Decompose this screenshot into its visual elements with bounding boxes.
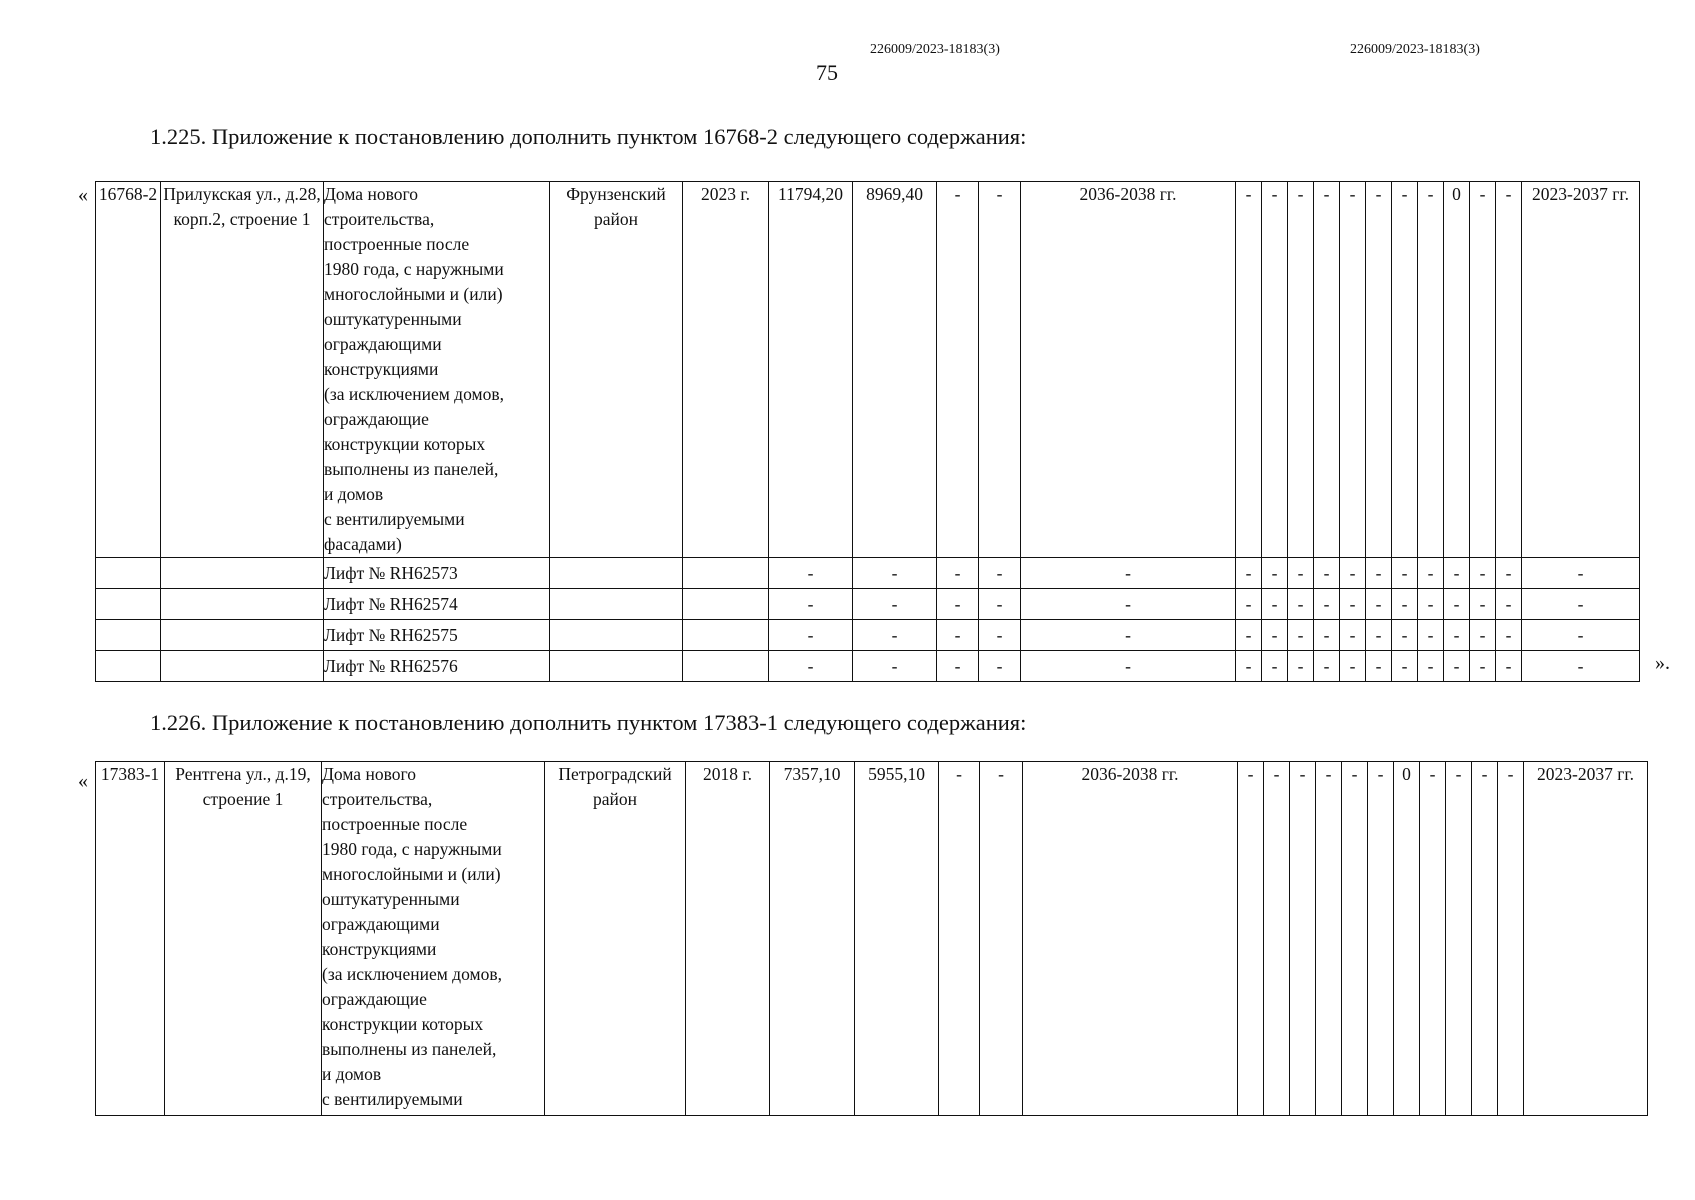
row-mark: -: [1392, 182, 1418, 558]
doc-number-right: 226009/2023-18183(3): [1350, 42, 1480, 57]
lift-period: -: [1021, 589, 1236, 620]
row-mark: -: [1316, 762, 1342, 1116]
lift-mark: -: [1392, 589, 1418, 620]
row-col-2: -: [979, 182, 1021, 558]
desc-line: ограждающими: [324, 334, 442, 354]
lift-year: [683, 620, 769, 651]
desc-line: 1980 года, с наружными: [324, 259, 504, 279]
row-mark: -: [1264, 762, 1290, 1116]
lift-mark: -: [1314, 620, 1340, 651]
desc-line: и домов: [322, 1064, 382, 1084]
lift-mark: -: [1418, 651, 1444, 682]
lift-mark: -: [1444, 558, 1470, 589]
desc-line: конструкции которых: [322, 1014, 484, 1034]
lift-col-1: -: [937, 651, 979, 682]
section1-close-quote: ».: [1655, 652, 1670, 674]
lift-mark: -: [1288, 651, 1314, 682]
lift-mark: -: [1262, 651, 1288, 682]
lift-mark: -: [1314, 558, 1340, 589]
lift-row-number: [96, 589, 161, 620]
desc-line: Дома нового: [324, 184, 418, 204]
section2-heading: 1.226. Приложение к постановлению дополнить пунктом 17383-1 следующего содержания:: [150, 710, 1027, 735]
lift-plan-period: -: [1522, 558, 1640, 589]
lift-mark: -: [1470, 589, 1496, 620]
row-period: 2036-2038 гг.: [1023, 762, 1238, 1116]
lift-year: [683, 589, 769, 620]
lift-col-2: -: [979, 589, 1021, 620]
lift-mark: -: [1366, 620, 1392, 651]
row-col-1: -: [939, 762, 980, 1116]
desc-line: (за исключением домов,: [322, 964, 502, 984]
lift-mark: -: [1314, 651, 1340, 682]
lift-mark: -: [1236, 589, 1262, 620]
row-mark: 0: [1444, 182, 1470, 558]
desc-line: строительства,: [322, 789, 433, 809]
row-mark: 0: [1394, 762, 1420, 1116]
lift-row-number: [96, 651, 161, 682]
table-section1: [95, 181, 1640, 682]
row-mark: -: [1236, 182, 1262, 558]
lift-mark: -: [1340, 620, 1366, 651]
lift-mark: -: [1418, 589, 1444, 620]
lift-col-2: -: [979, 620, 1021, 651]
lift-mark: -: [1470, 651, 1496, 682]
lift-plan-period: -: [1522, 651, 1640, 682]
desc-line: многослойными и (или): [324, 284, 503, 304]
lift-mark: -: [1262, 589, 1288, 620]
lift-area-total: -: [769, 651, 853, 682]
lift-mark: -: [1340, 651, 1366, 682]
row-mark: -: [1498, 762, 1524, 1116]
lift-mark: -: [1496, 558, 1522, 589]
lift-mark: -: [1444, 589, 1470, 620]
lift-plan-period: -: [1522, 620, 1640, 651]
doc-number-left: 226009/2023-18183(3): [870, 42, 1000, 57]
lift-district: [550, 620, 683, 651]
desc-line: построенные после: [324, 234, 470, 254]
row-area-living: 5955,10: [855, 762, 939, 1116]
lift-mark: -: [1470, 558, 1496, 589]
row-mark: -: [1420, 762, 1446, 1116]
row-mark: -: [1418, 182, 1444, 558]
section1-open-quote: «: [78, 184, 88, 206]
desc-line: оштукатуренными: [322, 889, 460, 909]
row-mark: -: [1238, 762, 1264, 1116]
desc-line: ограждающие: [322, 989, 427, 1009]
desc-line: выполнены из панелей,: [322, 1039, 497, 1059]
lift-year: [683, 558, 769, 589]
row-area-living: 8969,40: [853, 182, 937, 558]
lift-area-living: -: [853, 620, 937, 651]
lift-row-number: [96, 620, 161, 651]
row-mark: -: [1314, 182, 1340, 558]
row-district: Фрунзенский район: [550, 182, 683, 558]
lift-mark: -: [1366, 558, 1392, 589]
row-mark: -: [1446, 762, 1472, 1116]
row-description: [322, 762, 545, 1116]
row-address: Рентгена ул., д.19, строение 1: [165, 762, 322, 1116]
lift-mark: -: [1444, 620, 1470, 651]
row-mark: -: [1470, 182, 1496, 558]
lift-col-2: -: [979, 651, 1021, 682]
lift-mark: -: [1444, 651, 1470, 682]
table-row: [96, 762, 1648, 1116]
row-area-total: 7357,10: [770, 762, 855, 1116]
desc-line: с вентилируемыми: [324, 509, 465, 529]
lift-mark: -: [1496, 651, 1522, 682]
table-row-lift: [96, 620, 1640, 651]
desc-line: ограждающими: [322, 914, 440, 934]
row-mark: -: [1472, 762, 1498, 1116]
lift-mark: -: [1288, 558, 1314, 589]
lift-row-address: [161, 589, 324, 620]
section1-heading: 1.225. Приложение к постановлению дополнить пунктом 16768-2 следующего содержания:: [150, 124, 1027, 149]
desc-line: (за исключением домов,: [324, 384, 504, 404]
desc-line: Дома нового: [322, 764, 416, 784]
lift-mark: -: [1340, 589, 1366, 620]
lift-mark: -: [1262, 558, 1288, 589]
desc-line: многослойными и (или): [322, 864, 501, 884]
lift-district: [550, 589, 683, 620]
row-period: 2036-2038 гг.: [1021, 182, 1236, 558]
table-section2: [95, 761, 1648, 1116]
row-plan-period: 2023-2037 гг.: [1524, 762, 1648, 1116]
row-mark: -: [1340, 182, 1366, 558]
lift-area-living: -: [853, 651, 937, 682]
lift-name: Лифт № RH62573: [324, 558, 550, 589]
row-col-2: -: [980, 762, 1023, 1116]
desc-line: фасадами): [324, 534, 402, 554]
desc-line: и домов: [324, 484, 384, 504]
lift-district: [550, 651, 683, 682]
lift-mark: -: [1262, 620, 1288, 651]
lift-mark: -: [1236, 558, 1262, 589]
lift-row-number: [96, 558, 161, 589]
lift-period: -: [1021, 558, 1236, 589]
row-mark: -: [1368, 762, 1394, 1116]
lift-period: -: [1021, 651, 1236, 682]
table-row-lift: [96, 558, 1640, 589]
lift-mark: -: [1236, 651, 1262, 682]
row-number: 17383-1: [96, 762, 165, 1116]
row-year: 2023 г.: [683, 182, 769, 558]
desc-line: выполнены из панелей,: [324, 459, 499, 479]
row-mark: -: [1262, 182, 1288, 558]
row-mark: -: [1366, 182, 1392, 558]
lift-mark: -: [1340, 558, 1366, 589]
lift-mark: -: [1366, 589, 1392, 620]
lift-mark: -: [1288, 589, 1314, 620]
lift-period: -: [1021, 620, 1236, 651]
lift-row-address: [161, 620, 324, 651]
section2-open-quote: «: [78, 770, 88, 792]
row-district: Петроградский район: [545, 762, 686, 1116]
row-mark: -: [1342, 762, 1368, 1116]
lift-col-2: -: [979, 558, 1021, 589]
lift-district: [550, 558, 683, 589]
row-mark: -: [1290, 762, 1316, 1116]
table-row-lift: [96, 651, 1640, 682]
desc-line: конструкциями: [324, 359, 439, 379]
page-number: 75: [816, 60, 838, 85]
row-mark: -: [1288, 182, 1314, 558]
lift-name: Лифт № RH62575: [324, 620, 550, 651]
row-col-1: -: [937, 182, 979, 558]
desc-line: ограждающие: [324, 409, 429, 429]
table-row: [96, 182, 1640, 558]
lift-mark: -: [1392, 558, 1418, 589]
lift-area-total: -: [769, 558, 853, 589]
lift-col-1: -: [937, 558, 979, 589]
lift-area-total: -: [769, 589, 853, 620]
desc-line: конструкциями: [322, 939, 437, 959]
lift-mark: -: [1418, 620, 1444, 651]
lift-mark: -: [1288, 620, 1314, 651]
row-description: [324, 182, 550, 558]
lift-mark: -: [1496, 589, 1522, 620]
lift-mark: -: [1418, 558, 1444, 589]
desc-line: конструкции которых: [324, 434, 486, 454]
table-row-lift: [96, 589, 1640, 620]
lift-plan-period: -: [1522, 589, 1640, 620]
lift-year: [683, 651, 769, 682]
row-mark: -: [1496, 182, 1522, 558]
lift-name: Лифт № RH62574: [324, 589, 550, 620]
row-area-total: 11794,20: [769, 182, 853, 558]
lift-mark: -: [1392, 620, 1418, 651]
lift-col-1: -: [937, 620, 979, 651]
lift-area-living: -: [853, 589, 937, 620]
lift-col-1: -: [937, 589, 979, 620]
lift-mark: -: [1366, 651, 1392, 682]
row-address: Прилукская ул., д.28, корп.2, строение 1: [161, 182, 324, 558]
lift-mark: -: [1236, 620, 1262, 651]
desc-line: строительства,: [324, 209, 435, 229]
desc-line: построенные после: [322, 814, 468, 834]
lift-mark: -: [1470, 620, 1496, 651]
desc-line: оштукатуренными: [324, 309, 462, 329]
lift-row-address: [161, 651, 324, 682]
lift-area-total: -: [769, 620, 853, 651]
lift-mark: -: [1392, 651, 1418, 682]
desc-line: с вентилируемыми: [322, 1089, 463, 1109]
lift-row-address: [161, 558, 324, 589]
desc-line: 1980 года, с наружными: [322, 839, 502, 859]
lift-name: Лифт № RH62576: [324, 651, 550, 682]
row-year: 2018 г.: [686, 762, 770, 1116]
row-number: 16768-2: [96, 182, 161, 558]
lift-mark: -: [1314, 589, 1340, 620]
lift-area-living: -: [853, 558, 937, 589]
lift-mark: -: [1496, 620, 1522, 651]
row-plan-period: 2023-2037 гг.: [1522, 182, 1640, 558]
